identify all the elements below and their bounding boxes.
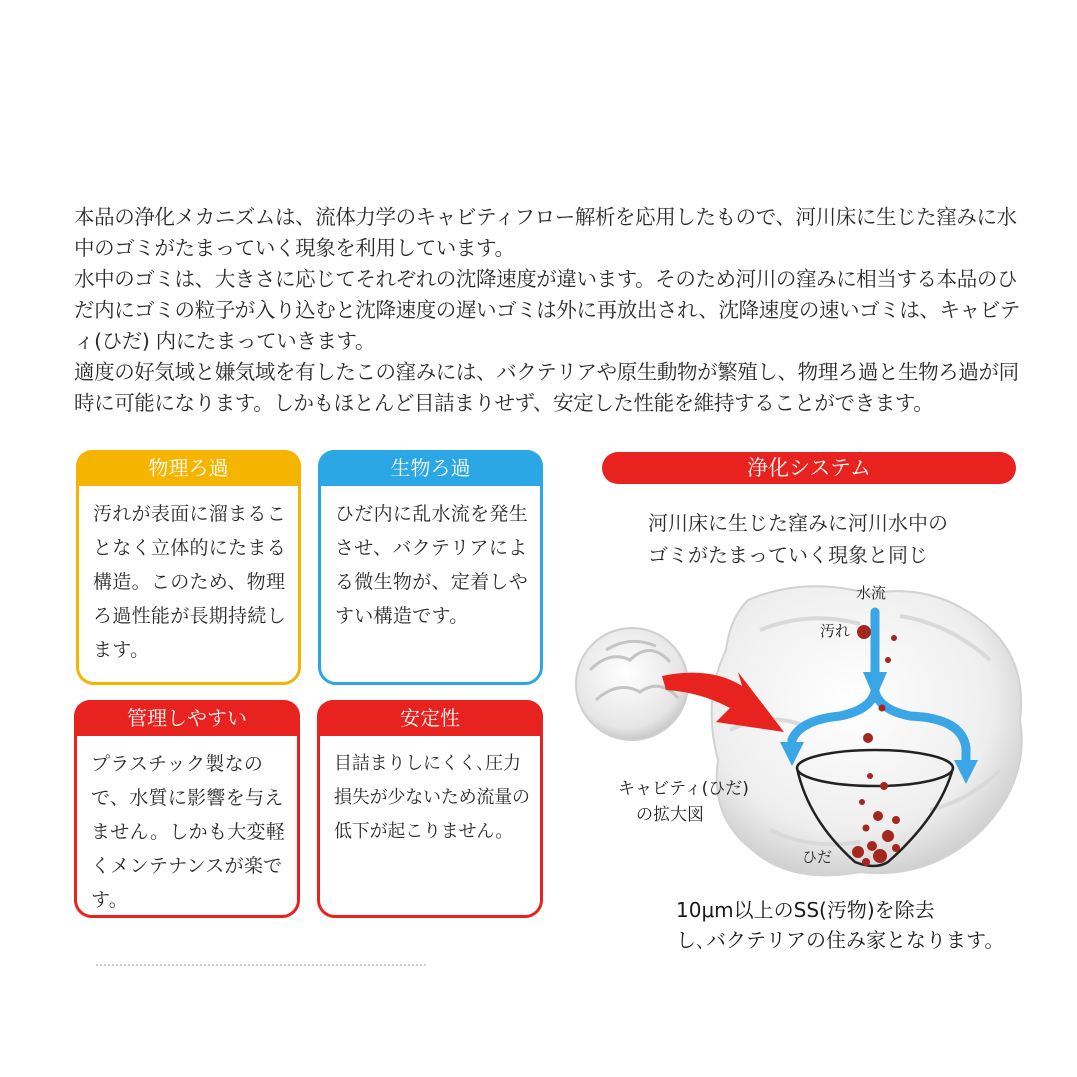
- card-title: 生物ろ過: [318, 450, 543, 486]
- bottom-caption-line-1: 10μm以上のSS(汚物)を除去: [676, 898, 935, 922]
- intro-text: [74, 202, 1024, 419]
- intro-paragraph-2: 水中のゴミは、大きさに応じてそれぞれの沈降速度が違います。そのため河川の窪みに相当する本品のひだ内にゴミの粒子が入り込むと沈降速度の遅いゴミは外に再放出され、沈降速度の速いゴミは、キャビティ(ひだ) 内にたまっていきます。: [74, 267, 1020, 353]
- card-physical-filtration: [76, 450, 301, 685]
- cavity-label-line-2: の拡大図: [636, 805, 704, 825]
- system-caption-line-2: ゴミがたまっていく現象と同じ: [648, 543, 928, 567]
- card-body: 汚れが表面に溜まることなく立体的にたまる構造。このため、物理ろ過性能が長期持続します。: [93, 503, 287, 661]
- card-biological-filtration: [318, 450, 543, 685]
- dirt-label: 汚れ: [820, 622, 851, 640]
- system-caption: [648, 507, 978, 571]
- card-body: 目詰まりしにくく､圧力損失が少ないため流量の低下が起こりません。: [334, 753, 530, 842]
- card-title: 管理しやすい: [74, 700, 300, 736]
- card-body: ひだ内に乱水流を発生させ、バクテリアによる微生物が、定着しやすい構造です。: [335, 503, 529, 627]
- bottom-caption-line-2: し､バクテリアの住み家となります。: [676, 928, 1005, 952]
- cavity-diagram: [570, 580, 1040, 890]
- system-caption-line-1: 河川床に生じた窪みに河川水中の: [648, 511, 948, 535]
- card-title: 物理ろ過: [76, 450, 301, 486]
- fold-label: ひだ: [802, 848, 833, 866]
- faint-cutoff-line: [96, 958, 426, 966]
- card-easy-maintenance: [74, 700, 300, 918]
- card-title: 安定性: [317, 700, 543, 736]
- system-title-banner: 浄化システム: [602, 452, 1016, 484]
- intro-paragraph-3: 適度の好気域と嫌気域を有したこの窪みには、バクテリアや原生動物が繁殖し、物理ろ過と生物ろ過が同時に可能になります。しかもほとんど目詰まりせず、安定した性能を維持することができます。: [74, 360, 1019, 415]
- system-bottom-caption: [676, 895, 1016, 955]
- card-stability: [317, 700, 543, 918]
- flow-label: 水流: [856, 584, 887, 602]
- intro-paragraph-1: 本品の浄化メカニズムは、流体力学のキャビティフロー解析を応用したもので、河川床に生じた窪みに水中のゴミがたまっていく現象を利用しています。: [74, 205, 1017, 260]
- card-body: プラスチック製なので、水質に影響を与えません。しかも大変軽くメンテナンスが楽です。: [91, 753, 286, 911]
- cavity-label-line-1: キャビティ(ひだ): [618, 779, 749, 799]
